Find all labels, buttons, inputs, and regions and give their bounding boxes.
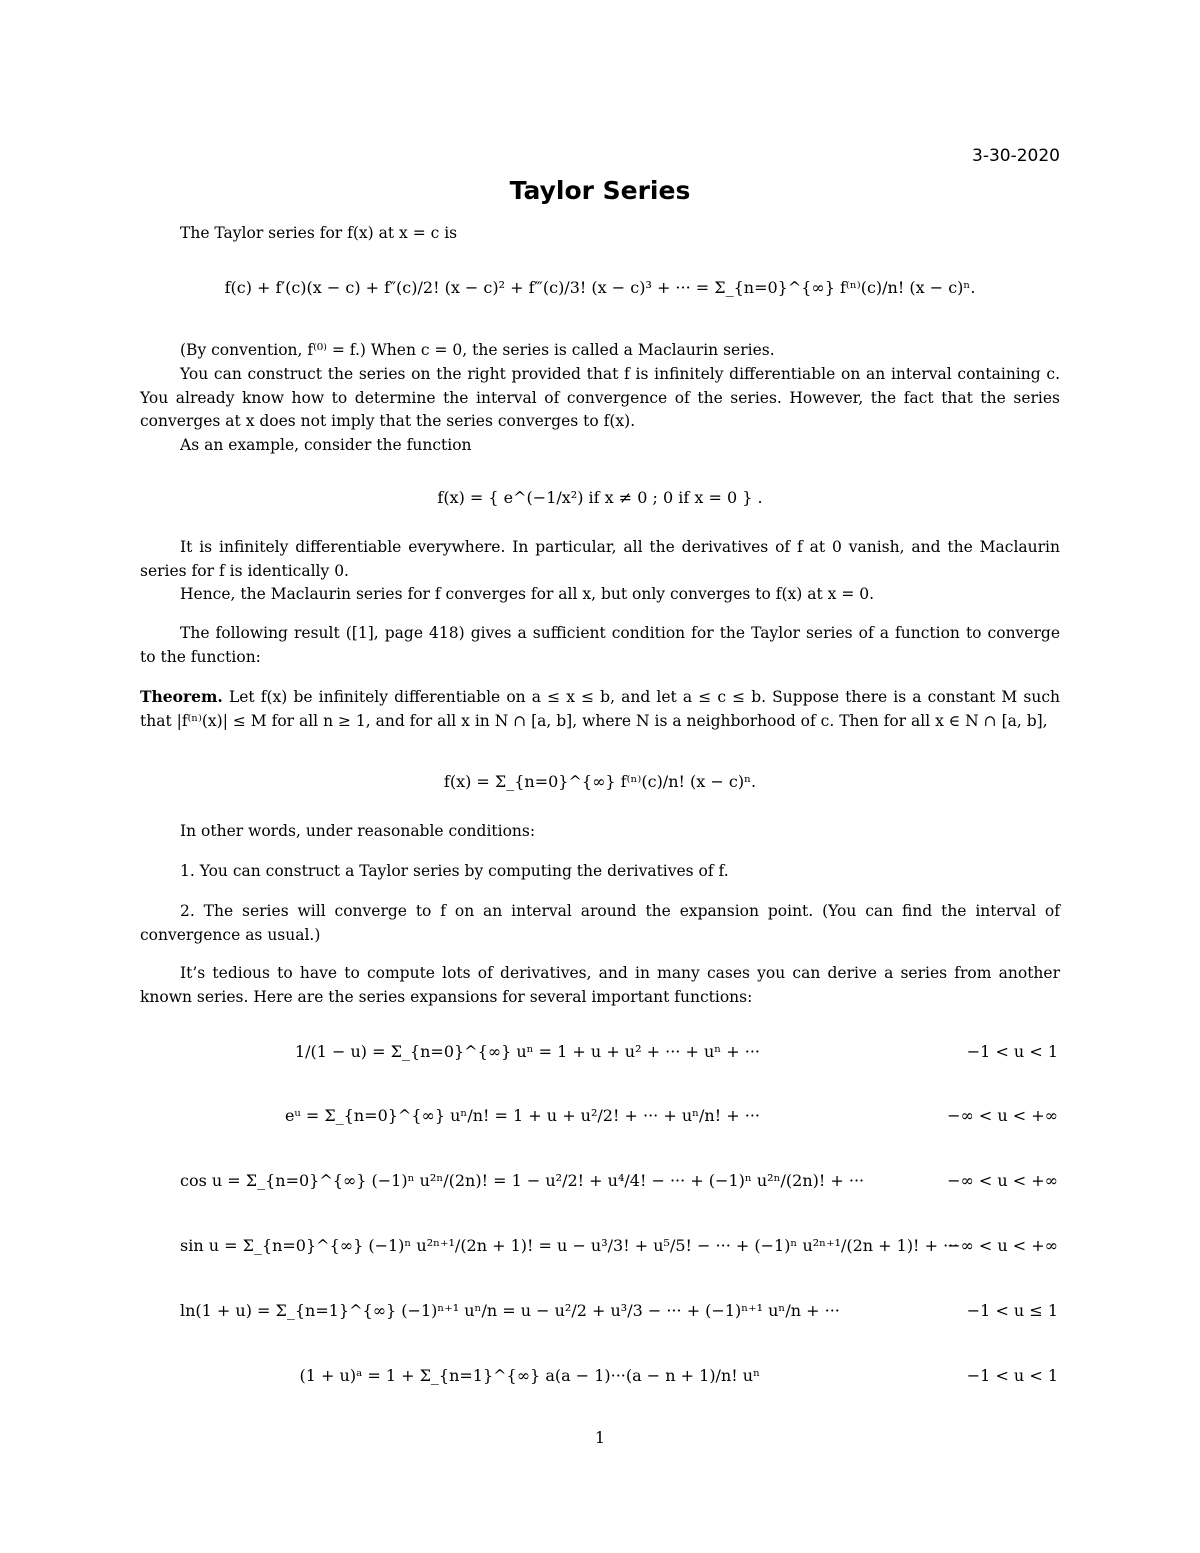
theorem-text: Let f(x) be infinitely differentiable on a ≤ x ≤ b, and let a ≤ c ≤ b. Suppose there is a constant M such that |f⁽ⁿ⁾(x)| ≤ M for all n ≥ 1, and for all x in N ∩ [a, b], where N is a neighborhood of c. Then for all x ∈ N ∩ [a, b], bbox=[140, 688, 1060, 730]
page-title: Taylor Series bbox=[509, 176, 691, 205]
range-logarithm: −1 < u ≤ 1 bbox=[966, 1301, 1058, 1320]
series-geometric: 1/(1 − u) = Σ_{n=0}^{∞} uⁿ = 1 + u + u² + ··· + uⁿ + ··· bbox=[294, 1042, 760, 1061]
date: 3-30-2020 bbox=[972, 146, 1060, 166]
tedious-paragraph: It’s tedious to have to compute lots of derivatives, and in many cases you can derive a series from another known series. Here are the series expansions for several important functions: bbox=[140, 964, 1060, 1006]
series-cosine: cos u = Σ_{n=0}^{∞} (−1)ⁿ u²ⁿ/(2n)! = 1 − u²/2! + u⁴/4! − ··· + (−1)ⁿ u²ⁿ/(2n)! + ··· bbox=[180, 1171, 865, 1190]
example-paragraph: As an example, consider the function bbox=[180, 436, 472, 454]
series-binomial: (1 + u)ᵃ = 1 + Σ_{n=1}^{∞} a(a − 1)···(a − n + 1)/n! uⁿ bbox=[299, 1366, 760, 1385]
list-item-1: 1. You can construct a Taylor series by computing the derivatives of f. bbox=[180, 862, 729, 880]
page-number: 1 bbox=[594, 1428, 606, 1447]
theorem bbox=[140, 685, 1060, 733]
range-geometric: −1 < u < 1 bbox=[966, 1042, 1058, 1061]
theorem-label: Theorem. bbox=[140, 687, 223, 706]
intro-paragraph: The Taylor series for f(x) at x = c is bbox=[180, 224, 458, 242]
taylor-formula: f(c) + f′(c)(x − c) + f″(c)/2! (x − c)² + f‴(c)/3! (x − c)³ + ··· = Σ_{n=0}^{∞} f⁽ⁿ⁾(c)/n! (x − c)ⁿ. bbox=[224, 278, 976, 297]
list-item-2: 2. The series will converge to f on an interval around the expansion point. (You can find the interval of convergence as usual.) bbox=[140, 902, 1060, 944]
theorem-formula: f(x) = Σ_{n=0}^{∞} f⁽ⁿ⁾(c)/n! (x − c)ⁿ. bbox=[443, 772, 757, 791]
series-logarithm: ln(1 + u) = Σ_{n=1}^{∞} (−1)ⁿ⁺¹ uⁿ/n = u − u²/2 + u³/3 − ··· + (−1)ⁿ⁺¹ uⁿ/n + ··· bbox=[180, 1301, 840, 1320]
differentiable-paragraph: It is infinitely differentiable everywhere. In particular, all the derivatives of f at 0 vanish, and the Maclaurin series for f is identically 0. bbox=[140, 538, 1060, 580]
other-words-paragraph: In other words, under reasonable conditions: bbox=[180, 822, 536, 840]
range-exponential: −∞ < u < +∞ bbox=[947, 1106, 1058, 1125]
range-binomial: −1 < u < 1 bbox=[966, 1366, 1058, 1385]
series-sine: sin u = Σ_{n=0}^{∞} (−1)ⁿ u²ⁿ⁺¹/(2n + 1)! = u − u³/3! + u⁵/5! − ··· + (−1)ⁿ u²ⁿ⁺¹/(2n + 1)! + ··· bbox=[180, 1236, 959, 1255]
hence-paragraph: Hence, the Maclaurin series for f converges for all x, but only converges to f(x) at x = 0. bbox=[180, 585, 875, 603]
construction-paragraph: You can construct the series on the right provided that f is infinitely differentiable on an interval containing c. You already know how to determine the interval of convergence of the series. However, the fact that the series converges at x does not imply that the series converges to f(x). bbox=[140, 365, 1060, 430]
piecewise-function: f(x) = { e^(−1/x²) if x ≠ 0 ; 0 if x = 0 } . bbox=[437, 488, 763, 507]
result-paragraph: The following result ([1], page 418) gives a sufficient condition for the Taylor series of a function to converge to the function: bbox=[140, 624, 1060, 666]
series-exponential: eᵘ = Σ_{n=0}^{∞} uⁿ/n! = 1 + u + u²/2! + ··· + uⁿ/n! + ··· bbox=[284, 1106, 760, 1125]
range-cosine: −∞ < u < +∞ bbox=[947, 1171, 1058, 1190]
range-sine: −∞ < u < +∞ bbox=[947, 1236, 1058, 1255]
convention-paragraph: (By convention, f⁽⁰⁾ = f.) When c = 0, the series is called a Maclaurin series. bbox=[180, 341, 775, 359]
